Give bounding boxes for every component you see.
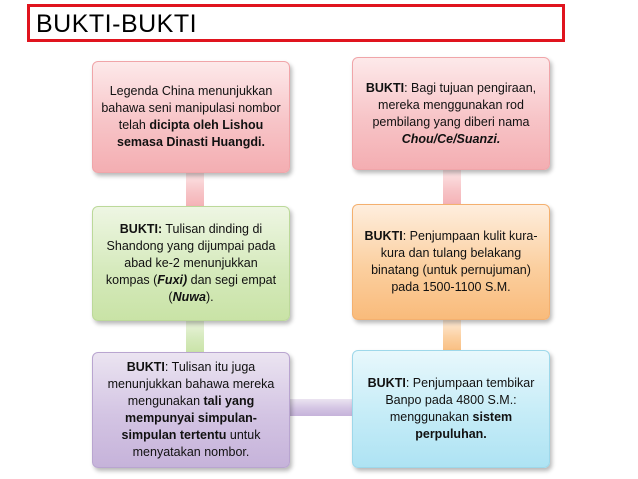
box-bukti-tali-simpulan [92,352,290,468]
page-title: BUKTI-BUKTI [36,10,198,38]
connector-left-bottom [186,318,204,354]
connector-bottom-horizontal [290,399,360,416]
box-bukti-tulisan-dinding [92,206,290,321]
connector-right-top [443,168,461,208]
box-bukti-kulit-kura-kura [352,204,550,320]
box-legend-china-text: Legenda China menunjukkan bahawa seni manipulasi nombor telah dicipta oleh Lishou semasa Dinasti Huangdi. [101,84,281,149]
box-bukti-tali-simpulan-text: BUKTI: Tulisan itu juga menunjukkan bahawa mereka mengunakan tali yang mempunyai simpulan-simpulan tertentu untuk menyatakan nombor. [107,360,275,459]
connector-right-bottom [443,318,461,354]
box-bukti-tulisan-dinding-text: BUKTI: Tulisan dinding di Shandong yang dijumpai pada abad ke-2 menunjukkan kompas (Fuxi) dan segi empat (Nuwa). [105,222,277,304]
box-bukti-rod-pembilang-text: BUKTI: Bagi tujuan pengiraan, mereka menggunakan rod pembilang yang diberi nama Chou/Ce/Suanzi. [365,80,537,146]
box-bukti-rod-pembilang [352,57,550,170]
title-box [27,4,565,42]
box-legend-china [92,61,290,173]
box-bukti-tembikar-banpo [352,350,550,468]
box-bukti-tembikar-banpo-text: BUKTI: Penjumpaan tembikar Banpo pada 4800 S.M.: menggunakan sistem perpuluhan. [367,376,535,441]
box-bukti-kulit-kura-kura-text: BUKTI: Penjumpaan kulit kura-kura dan tulang belakang binatang (untuk pernujuman) pada 1500-1100 S.M. [364,229,538,294]
connector-left-top [186,170,204,210]
